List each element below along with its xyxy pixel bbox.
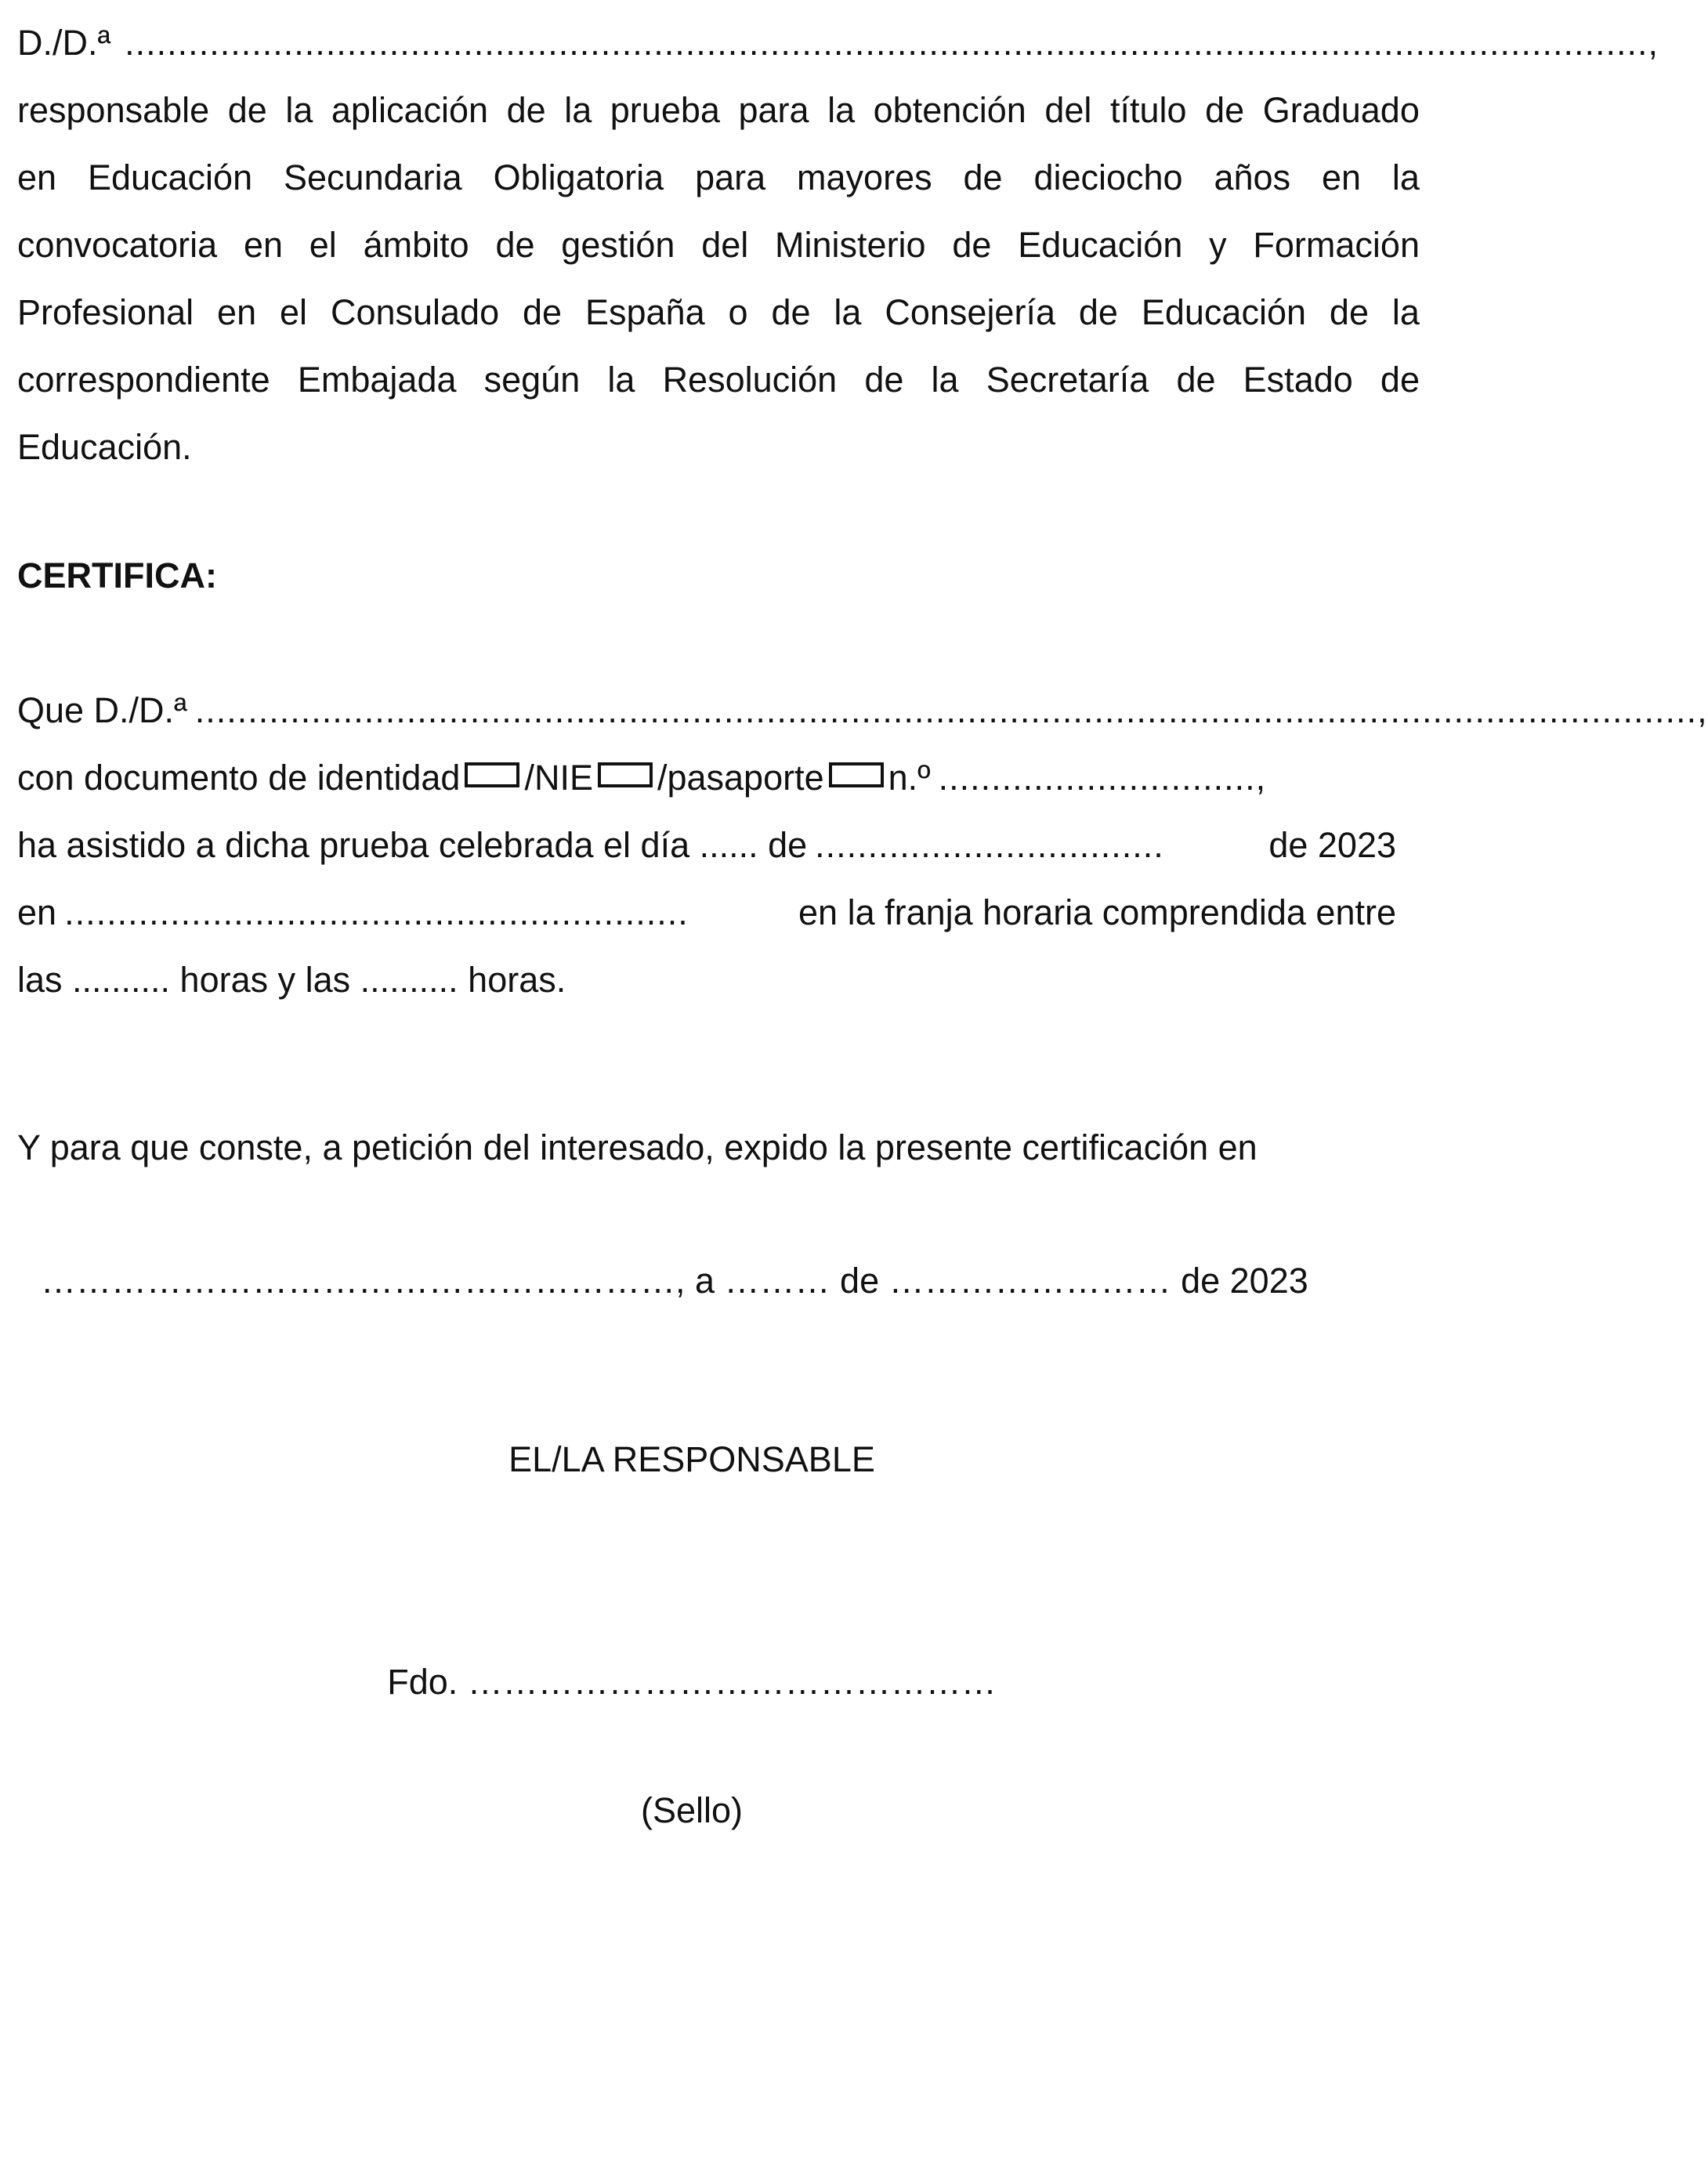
intro-word: Consulado: [330, 292, 500, 332]
intro-word: ámbito: [363, 225, 469, 265]
intro-word: Educación.: [17, 427, 192, 467]
place-date-text[interactable]: ………………………………………………, a ……… de …………………… de 2023: [41, 1261, 1308, 1301]
certifica-heading: CERTIFICA:: [17, 556, 217, 595]
passport-label: /pasaporte: [657, 758, 824, 798]
responsible-name-line: [17, 9, 1659, 77]
identity-document-line: [17, 744, 1396, 812]
candidate-name-label: Que D./D.ª: [17, 690, 187, 730]
intro-word: Secundaria: [284, 157, 462, 197]
intro-line: [17, 212, 1420, 279]
intro-word: la: [285, 90, 313, 130]
intro-word: en: [1321, 157, 1362, 197]
intro-word: Consejería: [885, 292, 1055, 332]
intro-word: la: [1391, 157, 1420, 197]
stamp-label: (Sello): [640, 1790, 744, 1830]
intro-word: para: [738, 90, 809, 130]
intro-word: de: [1380, 360, 1420, 400]
intro-word: Estado: [1243, 360, 1353, 400]
intro-word: de: [523, 292, 563, 332]
intro-word: del: [1044, 90, 1092, 130]
intro-word: prueba: [610, 90, 720, 130]
intro-word: o: [728, 292, 748, 332]
intro-word: Educación: [87, 157, 253, 197]
signature-line[interactable]: Fdo. ………………………………………: [387, 1662, 997, 1702]
intro-word: para: [695, 157, 766, 197]
intro-word: de: [1078, 292, 1118, 332]
exam-location-label: en: [17, 892, 57, 932]
intro-word: de: [864, 360, 904, 400]
intro-word: en: [217, 292, 257, 332]
intro-word: en: [17, 157, 57, 197]
exam-date-line: [17, 812, 1396, 879]
closing-statement: Y para que conste, a petición del interesado, expido la presente certificación en: [17, 1127, 1257, 1167]
intro-line: [17, 414, 1420, 481]
exam-location-blank[interactable]: ...........................................................: [64, 892, 689, 932]
intro-word: Embajada: [297, 360, 457, 400]
intro-word: la: [834, 292, 862, 332]
intro-word: de: [963, 157, 1003, 197]
intro-word: de: [506, 90, 546, 130]
place-date-line[interactable]: [41, 1247, 1396, 1315]
intro-word: de: [771, 292, 811, 332]
intro-word: Educación: [1018, 225, 1183, 265]
intro-word: gestión: [561, 225, 675, 265]
intro-word: aplicación: [331, 90, 489, 130]
intro-word: el: [280, 292, 308, 332]
dni-checkbox[interactable]: [465, 762, 519, 787]
intro-word: título: [1109, 90, 1187, 130]
intro-word: en: [243, 225, 283, 265]
intro-word: España: [584, 292, 705, 332]
intro-word: dieciocho: [1033, 157, 1183, 197]
intro-word: mayores: [797, 157, 932, 197]
intro-word: la: [564, 90, 592, 130]
intro-word: la: [931, 360, 959, 400]
intro-word: Profesional: [17, 292, 194, 332]
intro-word: de: [227, 90, 267, 130]
intro-line: [17, 144, 1420, 212]
candidate-name-blank[interactable]: ..............................................................................................................................................,: [194, 690, 1708, 730]
intro-word: de: [1176, 360, 1216, 400]
intro-word: obtención: [873, 90, 1026, 130]
exam-hours-text[interactable]: las .......... horas y las .......... horas.: [17, 960, 566, 1000]
intro-word: de: [952, 225, 992, 265]
intro-word: de: [1205, 90, 1245, 130]
intro-word: de: [1329, 292, 1369, 332]
responsible-name-blank[interactable]: ................................................................................................................................................,: [125, 23, 1659, 63]
intro-word: Resolución: [662, 360, 838, 400]
nie-label: /NIE: [524, 758, 593, 798]
document-number-label: n.º: [888, 758, 931, 798]
responsible-title: EL/LA RESPONSABLE: [508, 1439, 875, 1479]
intro-line: [17, 77, 1420, 144]
exam-hours-line: [17, 946, 1396, 1014]
certification-body: [17, 677, 1708, 1014]
passport-checkbox[interactable]: [829, 762, 884, 787]
intro-word: la: [827, 90, 856, 130]
intro-word: y: [1209, 225, 1227, 265]
intro-paragraph: [17, 77, 1420, 481]
intro-word: de: [495, 225, 535, 265]
intro-word: la: [1391, 292, 1420, 332]
exam-location-line: [17, 879, 1396, 946]
identity-document-label: con documento de identidad: [17, 758, 461, 798]
intro-word: Educación: [1141, 292, 1307, 332]
intro-line: [17, 346, 1420, 414]
document-number-blank[interactable]: ..............................,: [938, 758, 1267, 798]
exam-month-blank[interactable]: .................................: [815, 825, 1164, 865]
intro-word: correspondiente: [17, 360, 270, 400]
intro-word: Formación: [1253, 225, 1420, 265]
exam-date-text[interactable]: ha asistido a dicha prueba celebrada el día ...... de: [17, 825, 808, 865]
intro-line: [17, 279, 1420, 346]
intro-word: Ministerio: [775, 225, 926, 265]
intro-word: del: [701, 225, 749, 265]
responsible-name-label: D./D.ª: [17, 23, 111, 63]
intro-word: según: [483, 360, 581, 400]
intro-word: años: [1214, 157, 1291, 197]
intro-word: Secretaría: [986, 360, 1149, 400]
intro-word: la: [607, 360, 635, 400]
exam-year-text: de 2023: [1268, 825, 1396, 865]
intro-word: convocatoria: [17, 225, 218, 265]
nie-checkbox[interactable]: [598, 762, 653, 787]
intro-word: el: [309, 225, 337, 265]
intro-word: Graduado: [1262, 90, 1420, 130]
intro-word: responsable: [17, 90, 210, 130]
candidate-name-line: [17, 677, 1708, 744]
time-range-text: en la franja horaria comprendida entre: [798, 892, 1396, 932]
intro-word: Obligatoria: [493, 157, 664, 197]
